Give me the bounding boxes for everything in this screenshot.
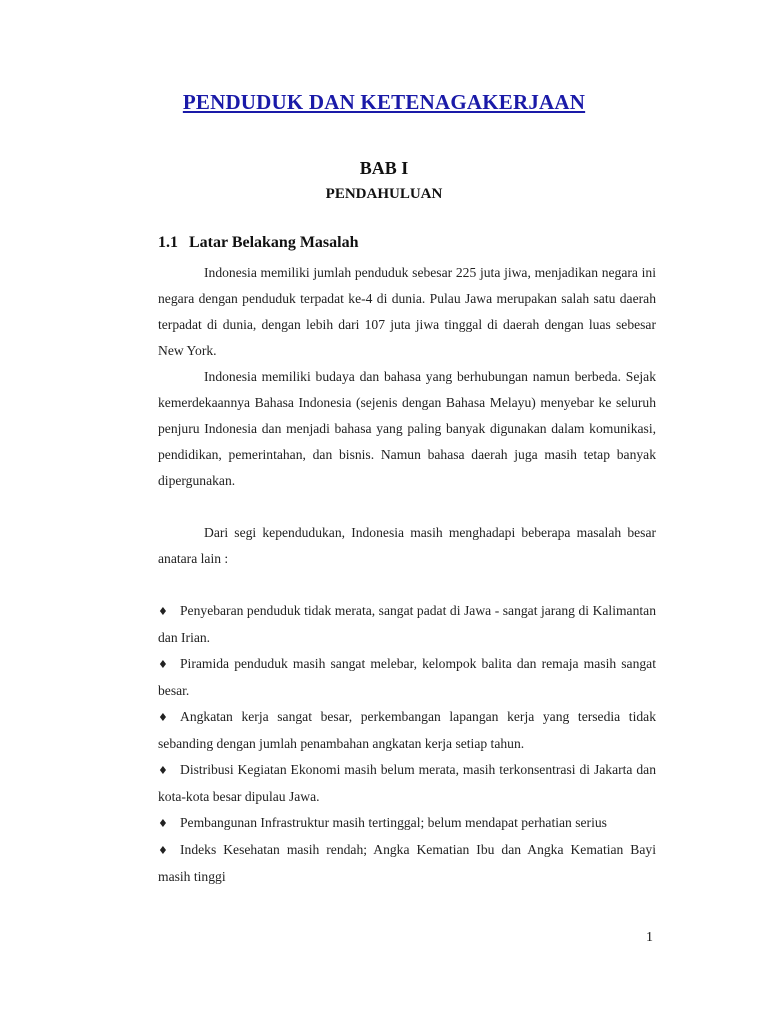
section-number: 1.1 bbox=[158, 234, 178, 251]
list-item-text: Distribusi Kegiatan Ekonomi masih belum merata, masih terkonsentrasi di Jakarta dan kota-kota besar dipulau Jawa. bbox=[158, 762, 656, 804]
chapter-heading: BAB I bbox=[359, 158, 409, 178]
paragraph-3 bbox=[158, 520, 656, 572]
diamond-bullet-icon: ♦ bbox=[158, 764, 168, 777]
diamond-bullet-icon: ♦ bbox=[158, 605, 168, 618]
paragraph-2 bbox=[158, 364, 656, 494]
list-item-text: Penyebaran penduduk tidak merata, sangat padat di Jawa - sangat jarang di Kalimantan dan Irian. bbox=[158, 603, 656, 645]
diamond-bullet-icon: ♦ bbox=[158, 711, 168, 724]
list-item bbox=[158, 704, 656, 757]
list-item-text: Angkatan kerja sangat besar, perkembangan lapangan kerja yang tersedia tidak sebanding dengan jumlah penambahan angkatan kerja setiap tahun. bbox=[158, 709, 656, 751]
paragraph-text: Dari segi kependudukan, Indonesia masih menghadapi beberapa masalah besar anatara lain : bbox=[158, 525, 656, 566]
list-item bbox=[158, 837, 656, 890]
document-title: PENDUDUK DAN KETENAGAKERJAAN bbox=[182, 90, 586, 114]
chapter-title: PENDAHULUAN bbox=[325, 186, 443, 202]
list-item-text: Pembangunan Infrastruktur masih tertinggal; belum mendapat perhatian serius bbox=[180, 815, 607, 830]
list-item bbox=[158, 598, 656, 651]
list-item-text: Piramida penduduk masih sangat melebar, kelompok balita dan remaja masih sangat besar. bbox=[158, 656, 656, 698]
list-item bbox=[158, 651, 656, 704]
list-item bbox=[158, 757, 656, 810]
section-title: Latar Belakang Masalah bbox=[189, 234, 359, 251]
paragraph-1 bbox=[158, 260, 656, 364]
diamond-bullet-icon: ♦ bbox=[158, 817, 168, 830]
section-heading bbox=[158, 234, 359, 252]
diamond-bullet-icon: ♦ bbox=[158, 844, 168, 857]
list-item bbox=[158, 810, 656, 837]
page-number: 1 bbox=[646, 930, 653, 945]
paragraph-text: Indonesia memiliki budaya dan bahasa yang berhubungan namun berbeda. Sejak kemerdekaannya Bahasa Indonesia (sejenis dengan Bahasa Melayu) menyebar ke seluruh penjuru Indonesia dan menjadi bahasa yang paling banyak digunakan dalam komunikasi, pendidikan, pemerintahan, dan bisnis. Namun bahasa daerah juga masih tetap banyak dipergunakan. bbox=[158, 369, 656, 488]
diamond-bullet-icon: ♦ bbox=[158, 658, 168, 671]
problem-list bbox=[158, 598, 656, 890]
paragraph-text: Indonesia memiliki jumlah penduduk sebesar 225 juta jiwa, menjadikan negara ini negara dengan penduduk terpadat ke-4 di dunia. Pulau Jawa merupakan salah satu daerah terpadat di dunia, dengan lebih dari 107 juta jiwa tinggal di daerah dengan luas sebesar New York. bbox=[158, 265, 656, 358]
list-item-text: Indeks Kesehatan masih rendah; Angka Kematian Ibu dan Angka Kematian Bayi masih tinggi bbox=[158, 842, 656, 884]
